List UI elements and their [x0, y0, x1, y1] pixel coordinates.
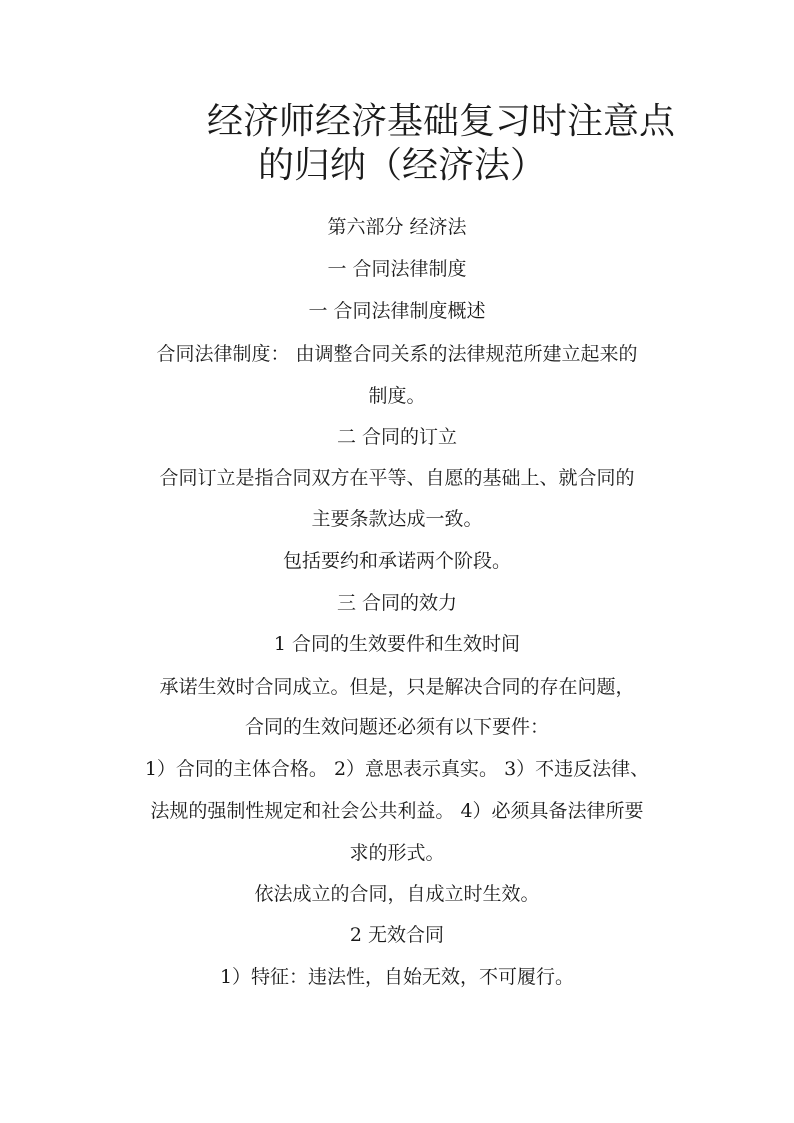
- document-title-line-1: 经济师经济基础复习时注意点: [207, 101, 676, 142]
- section-heading: 一 合同法律制度: [327, 258, 467, 280]
- item-heading: 2 无效合同: [349, 924, 445, 946]
- paragraph-line: 合同的生效问题还必须有以下要件：: [244, 716, 549, 738]
- paragraph-line: 依法成立的合同，自成立时生效。: [254, 883, 540, 905]
- subsection-heading: 三 合同的效力: [336, 592, 458, 614]
- paragraph-line: 主要条款达成一致。: [311, 508, 483, 530]
- paragraph-line: 1）合同的主体合格。 2）意思表示真实。 3）不违反法律、: [144, 758, 650, 780]
- subsection-heading: 一 合同法律制度概述: [308, 300, 486, 322]
- part-heading: 第六部分 经济法: [327, 216, 467, 238]
- item-heading: 1 合同的生效要件和生效时间: [273, 633, 521, 655]
- paragraph-line: 法规的强制性规定和社会公共利益。 4）必须具备法律所要: [150, 800, 644, 822]
- paragraph-line: 1）特征：违法性，自始无效，不可履行。: [219, 966, 575, 988]
- paragraph-line: 合同法律制度： 由调整合同关系的法律规范所建立起来的: [156, 343, 638, 365]
- document-title-line-2: 的归纳（经济法）: [258, 145, 547, 186]
- paragraph-line: 求的形式。: [349, 842, 445, 864]
- paragraph-line: 合同订立是指合同双方在平等、自愿的基础上、就合同的: [159, 467, 635, 489]
- subsection-heading: 二 合同的订立: [336, 426, 458, 448]
- paragraph-line: 包括要约和承诺两个阶段。: [282, 550, 511, 572]
- paragraph-line: 承诺生效时合同成立。但是，只是解决合同的存在问题，: [159, 676, 635, 698]
- paragraph-line: 制度。: [368, 385, 426, 407]
